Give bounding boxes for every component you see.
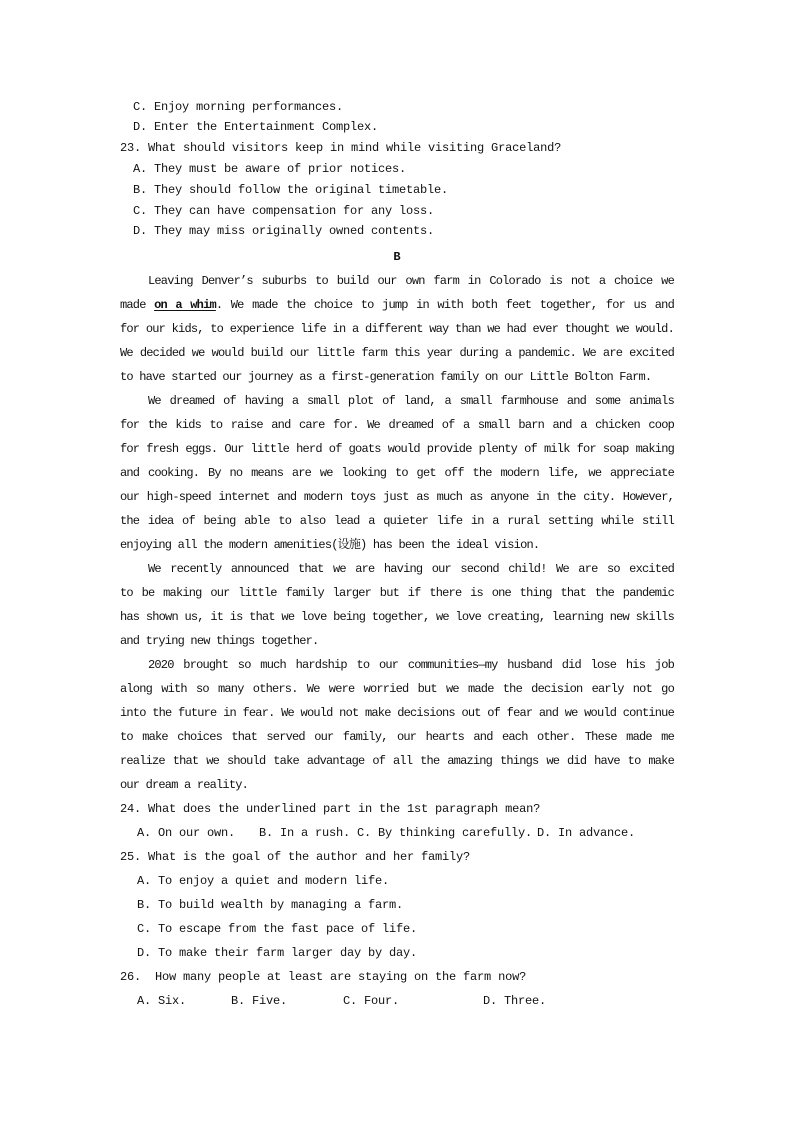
passage-line: along with so many others. We were worried but we made the decision early not go [120,682,674,696]
passage-line: enjoying all the modern amenities(设施) has been the ideal vision. [120,538,540,552]
passage-line: We recently announced that we are having our second child! We are so excited [148,562,674,576]
question-22-option-c: C. Enjoy morning performances. [133,99,344,114]
question-24-option-c: C. By thinking carefully. [357,826,533,840]
passage-line: into the future in fear. We would not make decisions out of fear and we would continue [120,706,674,720]
passage-line: Leaving Denver’s suburbs to build our own farm in Colorado is not a choice we [148,274,674,288]
question-26-options [120,989,674,1013]
question-25-option-c: C. To escape from the fast pace of life. [137,922,418,936]
question-26-option-a: A. Six. [137,994,187,1008]
passage-text-segment: . We made the choice to jump in with both feet together, for us and [215,298,674,312]
passage-text-segment: made [120,298,155,312]
passage-line: and trying new things together. [120,634,319,648]
passage-line: We dreamed of having a small plot of land, a small farmhouse and some animals [148,394,674,408]
passage-line: to be making our little family larger but if there is one thing that the pandemic [120,586,674,600]
question-25-option-b: B. To build wealth by managing a farm. [137,898,404,912]
passage-line: to have started our journey as a first-generation family on our Little Bolton Farm. [120,370,652,384]
section-heading: B [393,250,401,264]
question-24-option-b: B. In a rush. [259,826,351,840]
passage-line [120,293,674,317]
question-26-stem: 26. How many people at least are staying on the farm now? [120,970,527,984]
passage-paragraph-3 [120,557,674,653]
question-23-option-c: C. They can have compensation for any loss. [133,203,435,218]
passage-line: to make choices that served our family, our hearts and each other. These made me [120,730,674,744]
question-22-option-d: D. Enter the Entertainment Complex. [133,120,379,135]
question-26-option-d: D. Three. [483,994,547,1008]
passage-line: realize that we should take advantage of all the amazing things we did have to make [120,754,674,768]
question-24-options [120,821,674,845]
question-24-stem: 24. What does the underlined part in the 1st paragraph mean? [120,802,541,816]
section-b [120,245,674,1013]
passage-line: our dream a reality. [120,778,249,792]
question-25-stem: 25. What is the goal of the author and her family? [120,850,471,864]
passage-line: for the kids to raise and care for. We dreamed of a small barn and a chicken coop [120,418,674,432]
underlined-phrase: on a whim [154,298,216,312]
question-23-stem: 23. What should visitors keep in mind while visiting Graceland? [120,141,562,156]
passage-line: 2020 brought so much hardship to our communities—my husband did lose his job [148,658,674,672]
question-26-option-b: B. Five. [231,994,288,1008]
passage-paragraph-1 [120,269,674,389]
question-23-option-b: B. They should follow the original timetable. [133,182,449,197]
question-23-option-a: A. They must be aware of prior notices. [133,161,407,176]
passage-line: We decided we would build our little farm this year during a pandemic. We are excited [120,346,674,360]
question-24-option-a: A. On our own. [137,826,236,840]
question-24-option-d: D. In advance. [537,826,636,840]
passage-line: our high-speed internet and modern toys just as much as anyone in the city. However, [120,490,674,504]
question-25-option-a: A. To enjoy a quiet and modern life. [137,874,390,888]
passage-line: the idea of being able to also lead a quieter life in a rural setting while still [120,514,674,528]
passage-line: and cooking. By no means are we looking to get off the modern life, we appreciate [120,466,674,480]
passage-line: has shown us, it is that we love being together, we love creating, learning new skills [120,610,674,624]
question-26-option-c: C. Four. [343,994,400,1008]
question-25-option-d: D. To make their farm larger day by day. [137,946,418,960]
passage-line: for fresh eggs. Our little herd of goats would provide plenty of milk for soap making [120,442,674,456]
previous-questions [120,97,674,243]
passage-paragraph-2 [120,389,674,557]
passage-paragraph-4 [120,653,674,797]
passage-line: for our kids, to experience life in a different way than we had ever thought we would. [120,322,674,336]
question-23-option-d: D. They may miss originally owned contents. [133,224,435,239]
